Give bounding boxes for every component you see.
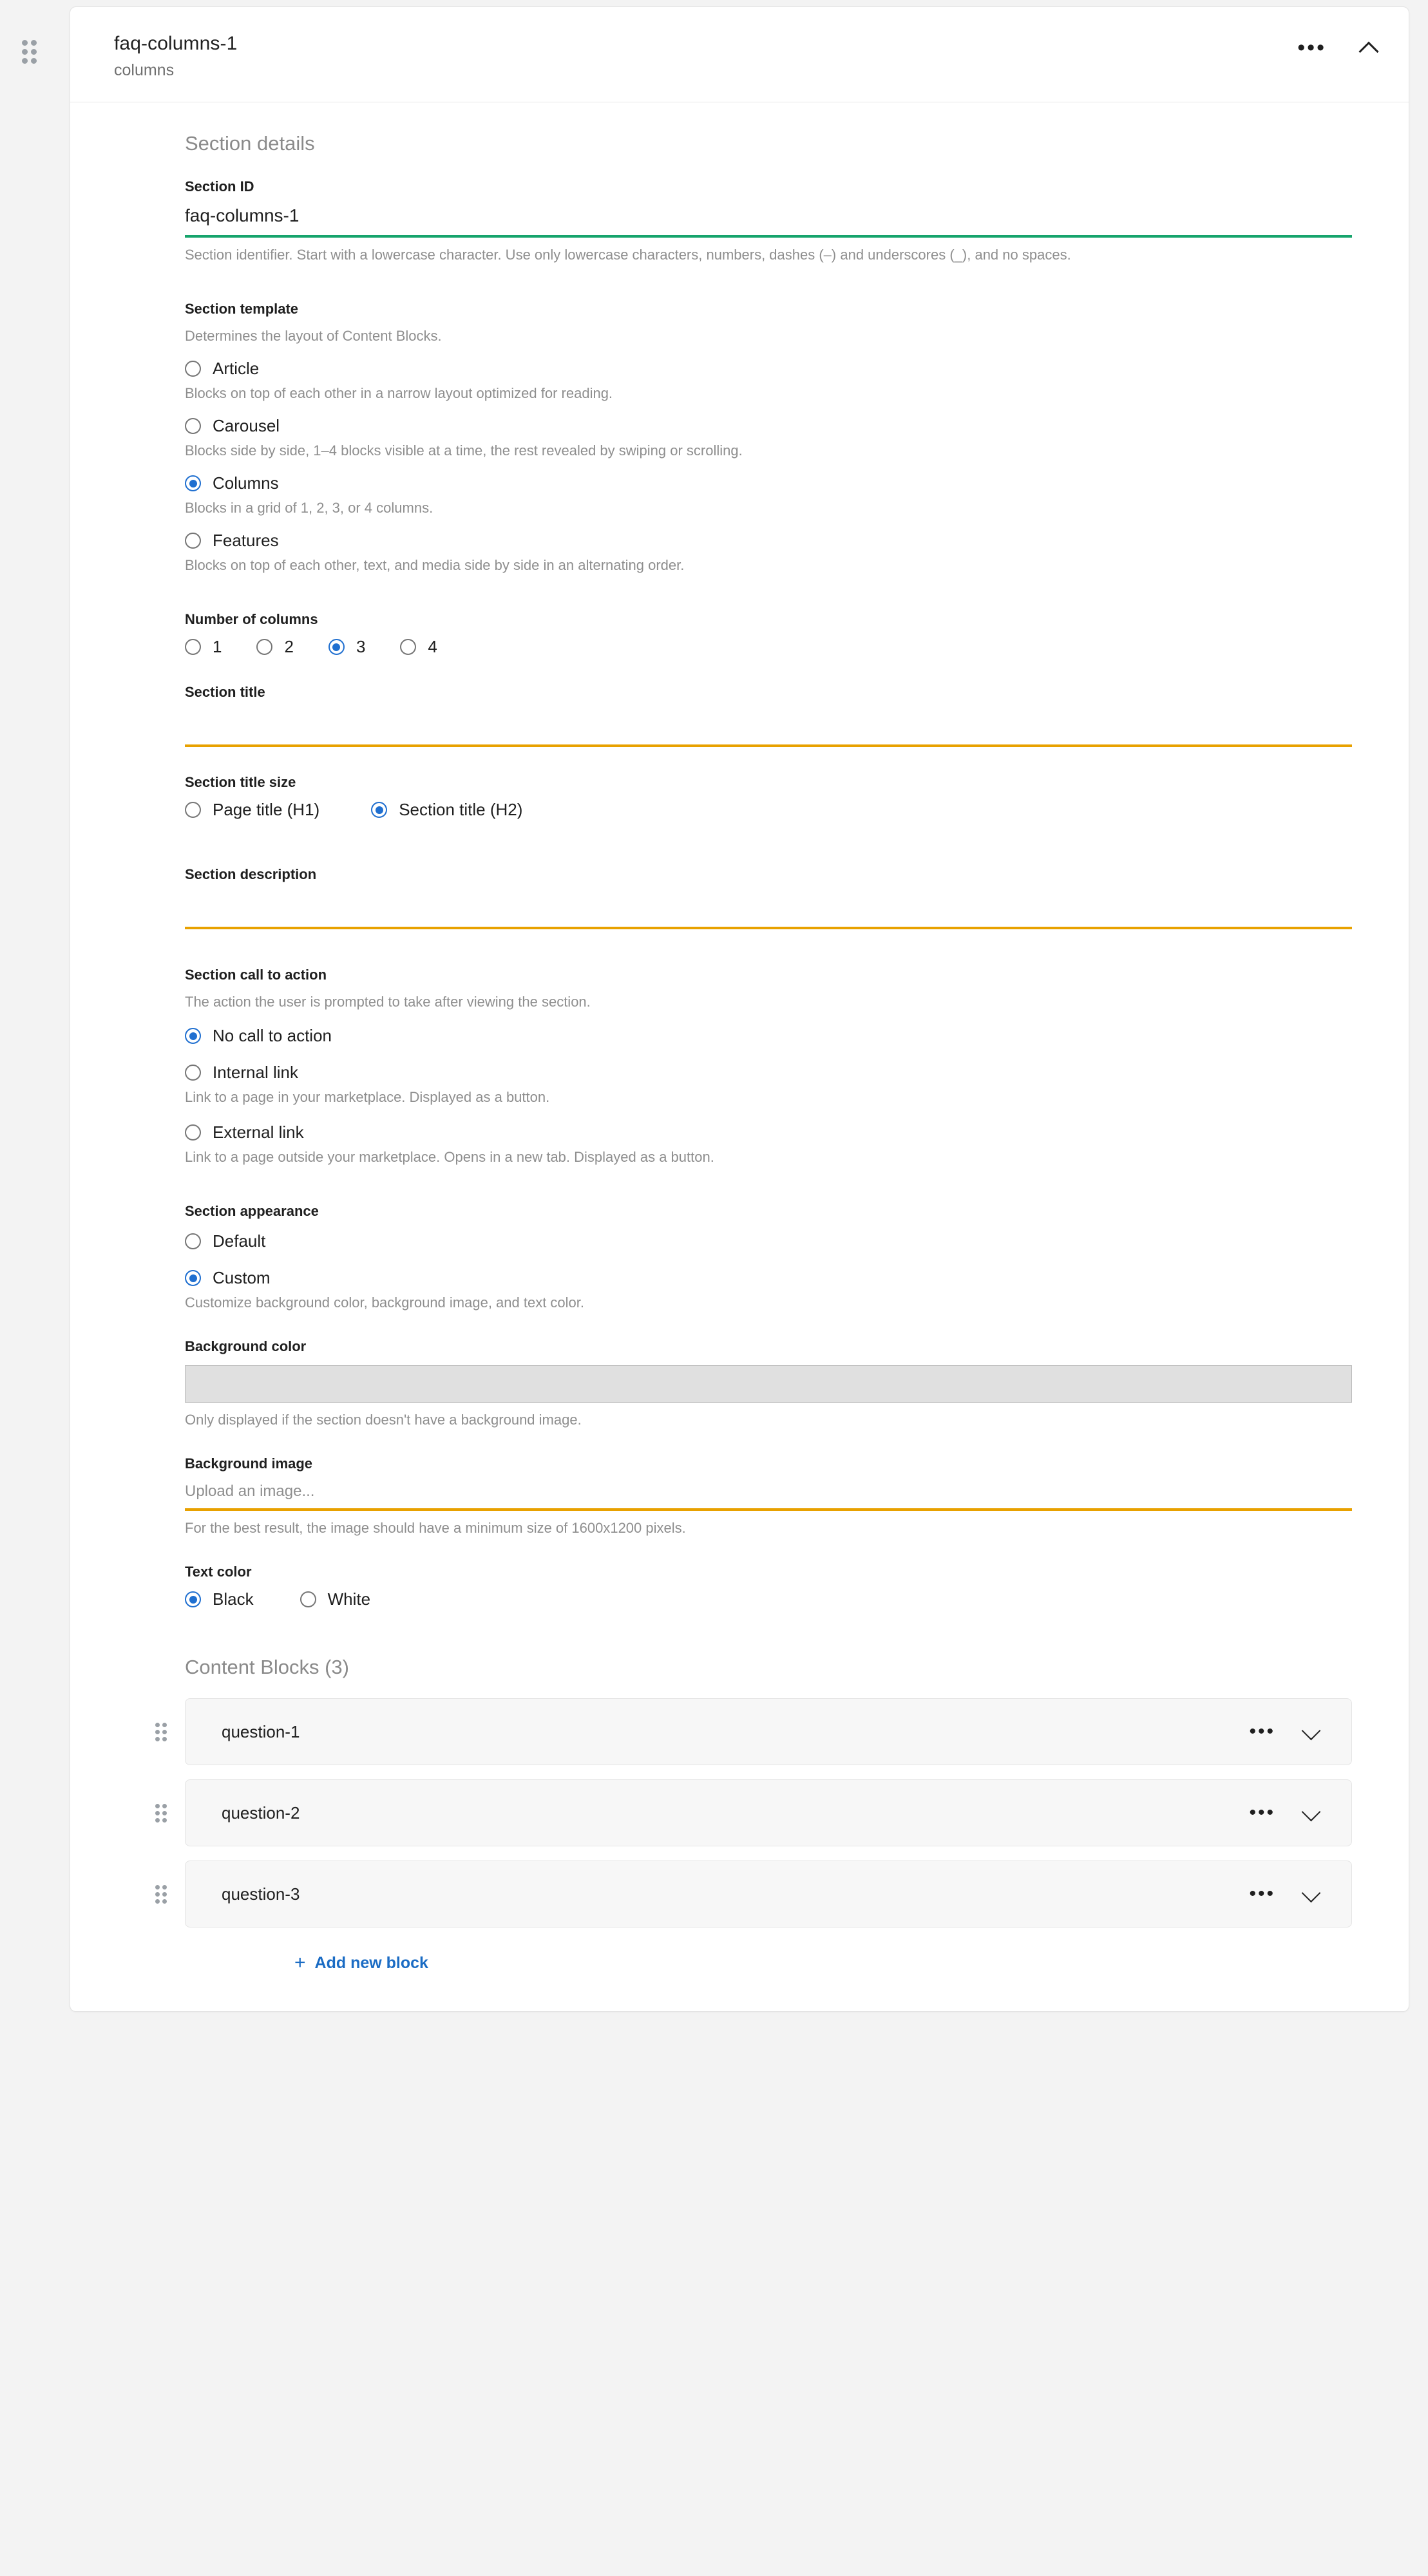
section-cta-label: Section call to action bbox=[185, 967, 327, 983]
section-details-heading: Section details bbox=[185, 132, 315, 155]
content-block-label-3: question-3 bbox=[222, 1884, 300, 1904]
section-title-size-option-h2[interactable] bbox=[371, 800, 522, 820]
radio-appearance-default-label: Default bbox=[213, 1231, 266, 1251]
radio-columns-1[interactable] bbox=[185, 639, 201, 655]
section-template-field bbox=[185, 301, 1352, 574]
content-block-more-icon-2[interactable]: ••• bbox=[1249, 1802, 1275, 1823]
content-block-question-2[interactable] bbox=[185, 1779, 1352, 1846]
section-template-option-features[interactable] bbox=[185, 531, 1352, 574]
section-cta-help: The action the user is prompted to take after viewing the section. bbox=[185, 994, 591, 1010]
radio-columns-4[interactable] bbox=[400, 639, 416, 655]
section-title-size-option-h1[interactable] bbox=[185, 800, 319, 820]
radio-article-desc: Blocks on top of each other in a narrow layout optimized for reading. bbox=[185, 385, 613, 401]
background-color-label: Background color bbox=[185, 1338, 307, 1354]
text-color-option-white[interactable] bbox=[300, 1589, 370, 1609]
radio-columns-label: Columns bbox=[213, 473, 279, 493]
number-of-columns-option-1[interactable] bbox=[185, 637, 222, 657]
section-id-field bbox=[185, 178, 1352, 263]
radio-no-call-to-action[interactable] bbox=[185, 1028, 201, 1044]
radio-columns-2[interactable] bbox=[256, 639, 272, 655]
radio-article[interactable] bbox=[185, 361, 201, 377]
add-new-block-button[interactable] bbox=[294, 1953, 1352, 1973]
content-block-chevron-down-icon-2[interactable] bbox=[1302, 1804, 1320, 1822]
content-block-label-2: question-2 bbox=[222, 1803, 300, 1823]
radio-text-color-white-label: White bbox=[327, 1589, 371, 1609]
radio-section-title-h2-label: Section title (H2) bbox=[399, 800, 523, 819]
content-block-label-1: question-1 bbox=[222, 1721, 300, 1741]
background-color-field bbox=[185, 1338, 1352, 1428]
radio-columns-4-label: 4 bbox=[428, 637, 437, 656]
content-block-row-question-3 bbox=[137, 1861, 1352, 1927]
radio-appearance-custom-desc: Customize background color, background image, and text color. bbox=[185, 1294, 585, 1311]
radio-columns-2-label: 2 bbox=[284, 637, 294, 656]
background-color-input[interactable] bbox=[185, 1365, 1352, 1403]
radio-no-call-to-action-label: No call to action bbox=[213, 1026, 332, 1045]
section-template-option-carousel[interactable] bbox=[185, 416, 1352, 459]
section-card-header bbox=[70, 7, 1409, 102]
radio-columns[interactable] bbox=[185, 475, 201, 491]
radio-columns-3-label: 3 bbox=[356, 637, 366, 656]
number-of-columns-option-4[interactable] bbox=[400, 637, 437, 657]
text-color-options bbox=[185, 1589, 1352, 1609]
section-template-help: Determines the layout of Content Blocks. bbox=[185, 328, 442, 344]
drag-dots-icon bbox=[155, 1804, 167, 1823]
section-appearance-option-default[interactable] bbox=[185, 1231, 1352, 1251]
section-card-header-text bbox=[114, 33, 237, 80]
radio-appearance-default[interactable] bbox=[185, 1233, 201, 1249]
radio-carousel-desc: Blocks side by side, 1–4 blocks visible at a time, the rest revealed by swiping or scrolling. bbox=[185, 442, 743, 459]
section-appearance-field bbox=[185, 1203, 1352, 1311]
section-appearance-option-custom[interactable] bbox=[185, 1268, 1352, 1311]
plus-icon: + bbox=[294, 1952, 306, 1973]
section-collapse-chevron-up-icon[interactable] bbox=[1360, 39, 1378, 57]
radio-features-desc: Blocks on top of each other, text, and media side by side in an alternating order. bbox=[185, 557, 685, 573]
radio-section-title-h2[interactable] bbox=[371, 802, 387, 818]
section-title-size-field bbox=[185, 774, 1352, 820]
content-block-row-question-2 bbox=[137, 1779, 1352, 1846]
section-cta-option-internal[interactable] bbox=[185, 1063, 1352, 1106]
text-color-field bbox=[185, 1564, 1352, 1609]
section-id-label: Section ID bbox=[185, 178, 254, 194]
section-id-help: Section identifier. Start with a lowercase character. Use only lowercase characters, numbers, dashes (–) and underscores (_), and no spaces. bbox=[185, 247, 1071, 263]
section-card-body bbox=[70, 102, 1409, 2011]
radio-columns-desc: Blocks in a grid of 1, 2, 3, or 4 columns. bbox=[185, 500, 433, 516]
section-title-size-options bbox=[185, 800, 1352, 820]
section-title-field bbox=[185, 684, 1352, 747]
content-block-chevron-down-icon-3[interactable] bbox=[1302, 1885, 1320, 1903]
radio-internal-link-label: Internal link bbox=[213, 1063, 298, 1082]
section-drag-handle[interactable] bbox=[22, 40, 48, 66]
section-more-icon[interactable]: ••• bbox=[1297, 35, 1326, 60]
section-cta-option-none[interactable] bbox=[185, 1026, 1352, 1046]
radio-internal-link[interactable] bbox=[185, 1065, 201, 1081]
section-card-header-actions bbox=[1297, 33, 1378, 59]
radio-columns-3[interactable] bbox=[328, 639, 345, 655]
content-block-question-1[interactable] bbox=[185, 1698, 1352, 1765]
radio-internal-link-desc: Link to a page in your marketplace. Displayed as a button. bbox=[185, 1089, 550, 1105]
section-cta-option-external[interactable] bbox=[185, 1122, 1352, 1166]
drag-dots-icon bbox=[22, 40, 48, 64]
number-of-columns-options bbox=[185, 637, 1352, 657]
text-color-label: Text color bbox=[185, 1564, 252, 1580]
radio-external-link-label: External link bbox=[213, 1122, 304, 1142]
content-block-more-icon-1[interactable]: ••• bbox=[1249, 1721, 1275, 1742]
radio-external-link[interactable] bbox=[185, 1124, 201, 1141]
section-title-input[interactable] bbox=[185, 711, 1352, 747]
number-of-columns-option-3[interactable] bbox=[328, 637, 365, 657]
number-of-columns-field bbox=[185, 611, 1352, 657]
content-block-actions-3 bbox=[1249, 1884, 1320, 1904]
section-card bbox=[70, 6, 1409, 2012]
content-block-question-3[interactable] bbox=[185, 1861, 1352, 1927]
number-of-columns-option-2[interactable] bbox=[256, 637, 293, 657]
section-card-title: faq-columns-1 bbox=[114, 33, 238, 54]
radio-page-title-h1[interactable] bbox=[185, 802, 201, 818]
radio-carousel[interactable] bbox=[185, 418, 201, 434]
content-block-actions-1 bbox=[1249, 1722, 1320, 1741]
radio-text-color-black[interactable] bbox=[185, 1591, 201, 1607]
content-block-drag-handle-3[interactable] bbox=[137, 1885, 185, 1904]
content-block-chevron-down-icon-1[interactable] bbox=[1302, 1723, 1320, 1741]
drag-dots-icon bbox=[155, 1723, 167, 1741]
background-image-field bbox=[185, 1455, 1352, 1537]
section-template-label: Section template bbox=[185, 301, 299, 317]
radio-carousel-label: Carousel bbox=[213, 416, 280, 435]
section-title-size-label: Section title size bbox=[185, 774, 296, 790]
background-image-label: Background image bbox=[185, 1455, 313, 1472]
content-block-drag-handle-1[interactable] bbox=[137, 1723, 185, 1741]
background-image-input[interactable]: Upload an image... bbox=[185, 1482, 1352, 1511]
background-image-help: For the best result, the image should have a minimum size of 1600x1200 pixels. bbox=[185, 1520, 686, 1536]
radio-external-link-desc: Link to a page outside your marketplace. Opens in a new tab. Displayed as a button. bbox=[185, 1149, 714, 1165]
content-block-drag-handle-2[interactable] bbox=[137, 1804, 185, 1823]
add-new-block-label: Add new block bbox=[314, 1953, 428, 1972]
background-color-help: Only displayed if the section doesn't have a background image. bbox=[185, 1412, 582, 1428]
content-blocks-list bbox=[70, 1698, 1409, 1973]
radio-page-title-h1-label: Page title (H1) bbox=[213, 800, 320, 819]
drag-dots-icon bbox=[155, 1885, 167, 1904]
section-cta-field bbox=[185, 967, 1352, 1166]
section-appearance-label: Section appearance bbox=[185, 1203, 319, 1219]
radio-columns-1-label: 1 bbox=[213, 637, 222, 656]
section-template-option-article[interactable] bbox=[185, 359, 1352, 402]
section-template-option-columns[interactable] bbox=[185, 473, 1352, 516]
radio-appearance-custom-label: Custom bbox=[213, 1268, 271, 1287]
radio-appearance-custom[interactable] bbox=[185, 1270, 201, 1286]
text-color-option-black[interactable] bbox=[185, 1589, 254, 1609]
section-id-input[interactable]: faq-columns-1 bbox=[185, 205, 1352, 238]
content-block-more-icon-3[interactable]: ••• bbox=[1249, 1883, 1275, 1904]
content-blocks-heading: Content Blocks (3) bbox=[185, 1656, 349, 1678]
radio-features[interactable] bbox=[185, 533, 201, 549]
radio-text-color-black-label: Black bbox=[213, 1589, 254, 1609]
section-card-subtitle: columns bbox=[114, 61, 175, 79]
section-description-field bbox=[185, 866, 1352, 929]
radio-article-label: Article bbox=[213, 359, 260, 378]
content-block-row-question-1 bbox=[137, 1698, 1352, 1765]
radio-features-label: Features bbox=[213, 531, 279, 550]
section-title-label: Section title bbox=[185, 684, 265, 700]
section-description-input[interactable] bbox=[185, 893, 1352, 929]
section-description-label: Section description bbox=[185, 866, 317, 882]
number-of-columns-label: Number of columns bbox=[185, 611, 318, 627]
radio-text-color-white[interactable] bbox=[300, 1591, 316, 1607]
content-block-actions-2 bbox=[1249, 1803, 1320, 1823]
